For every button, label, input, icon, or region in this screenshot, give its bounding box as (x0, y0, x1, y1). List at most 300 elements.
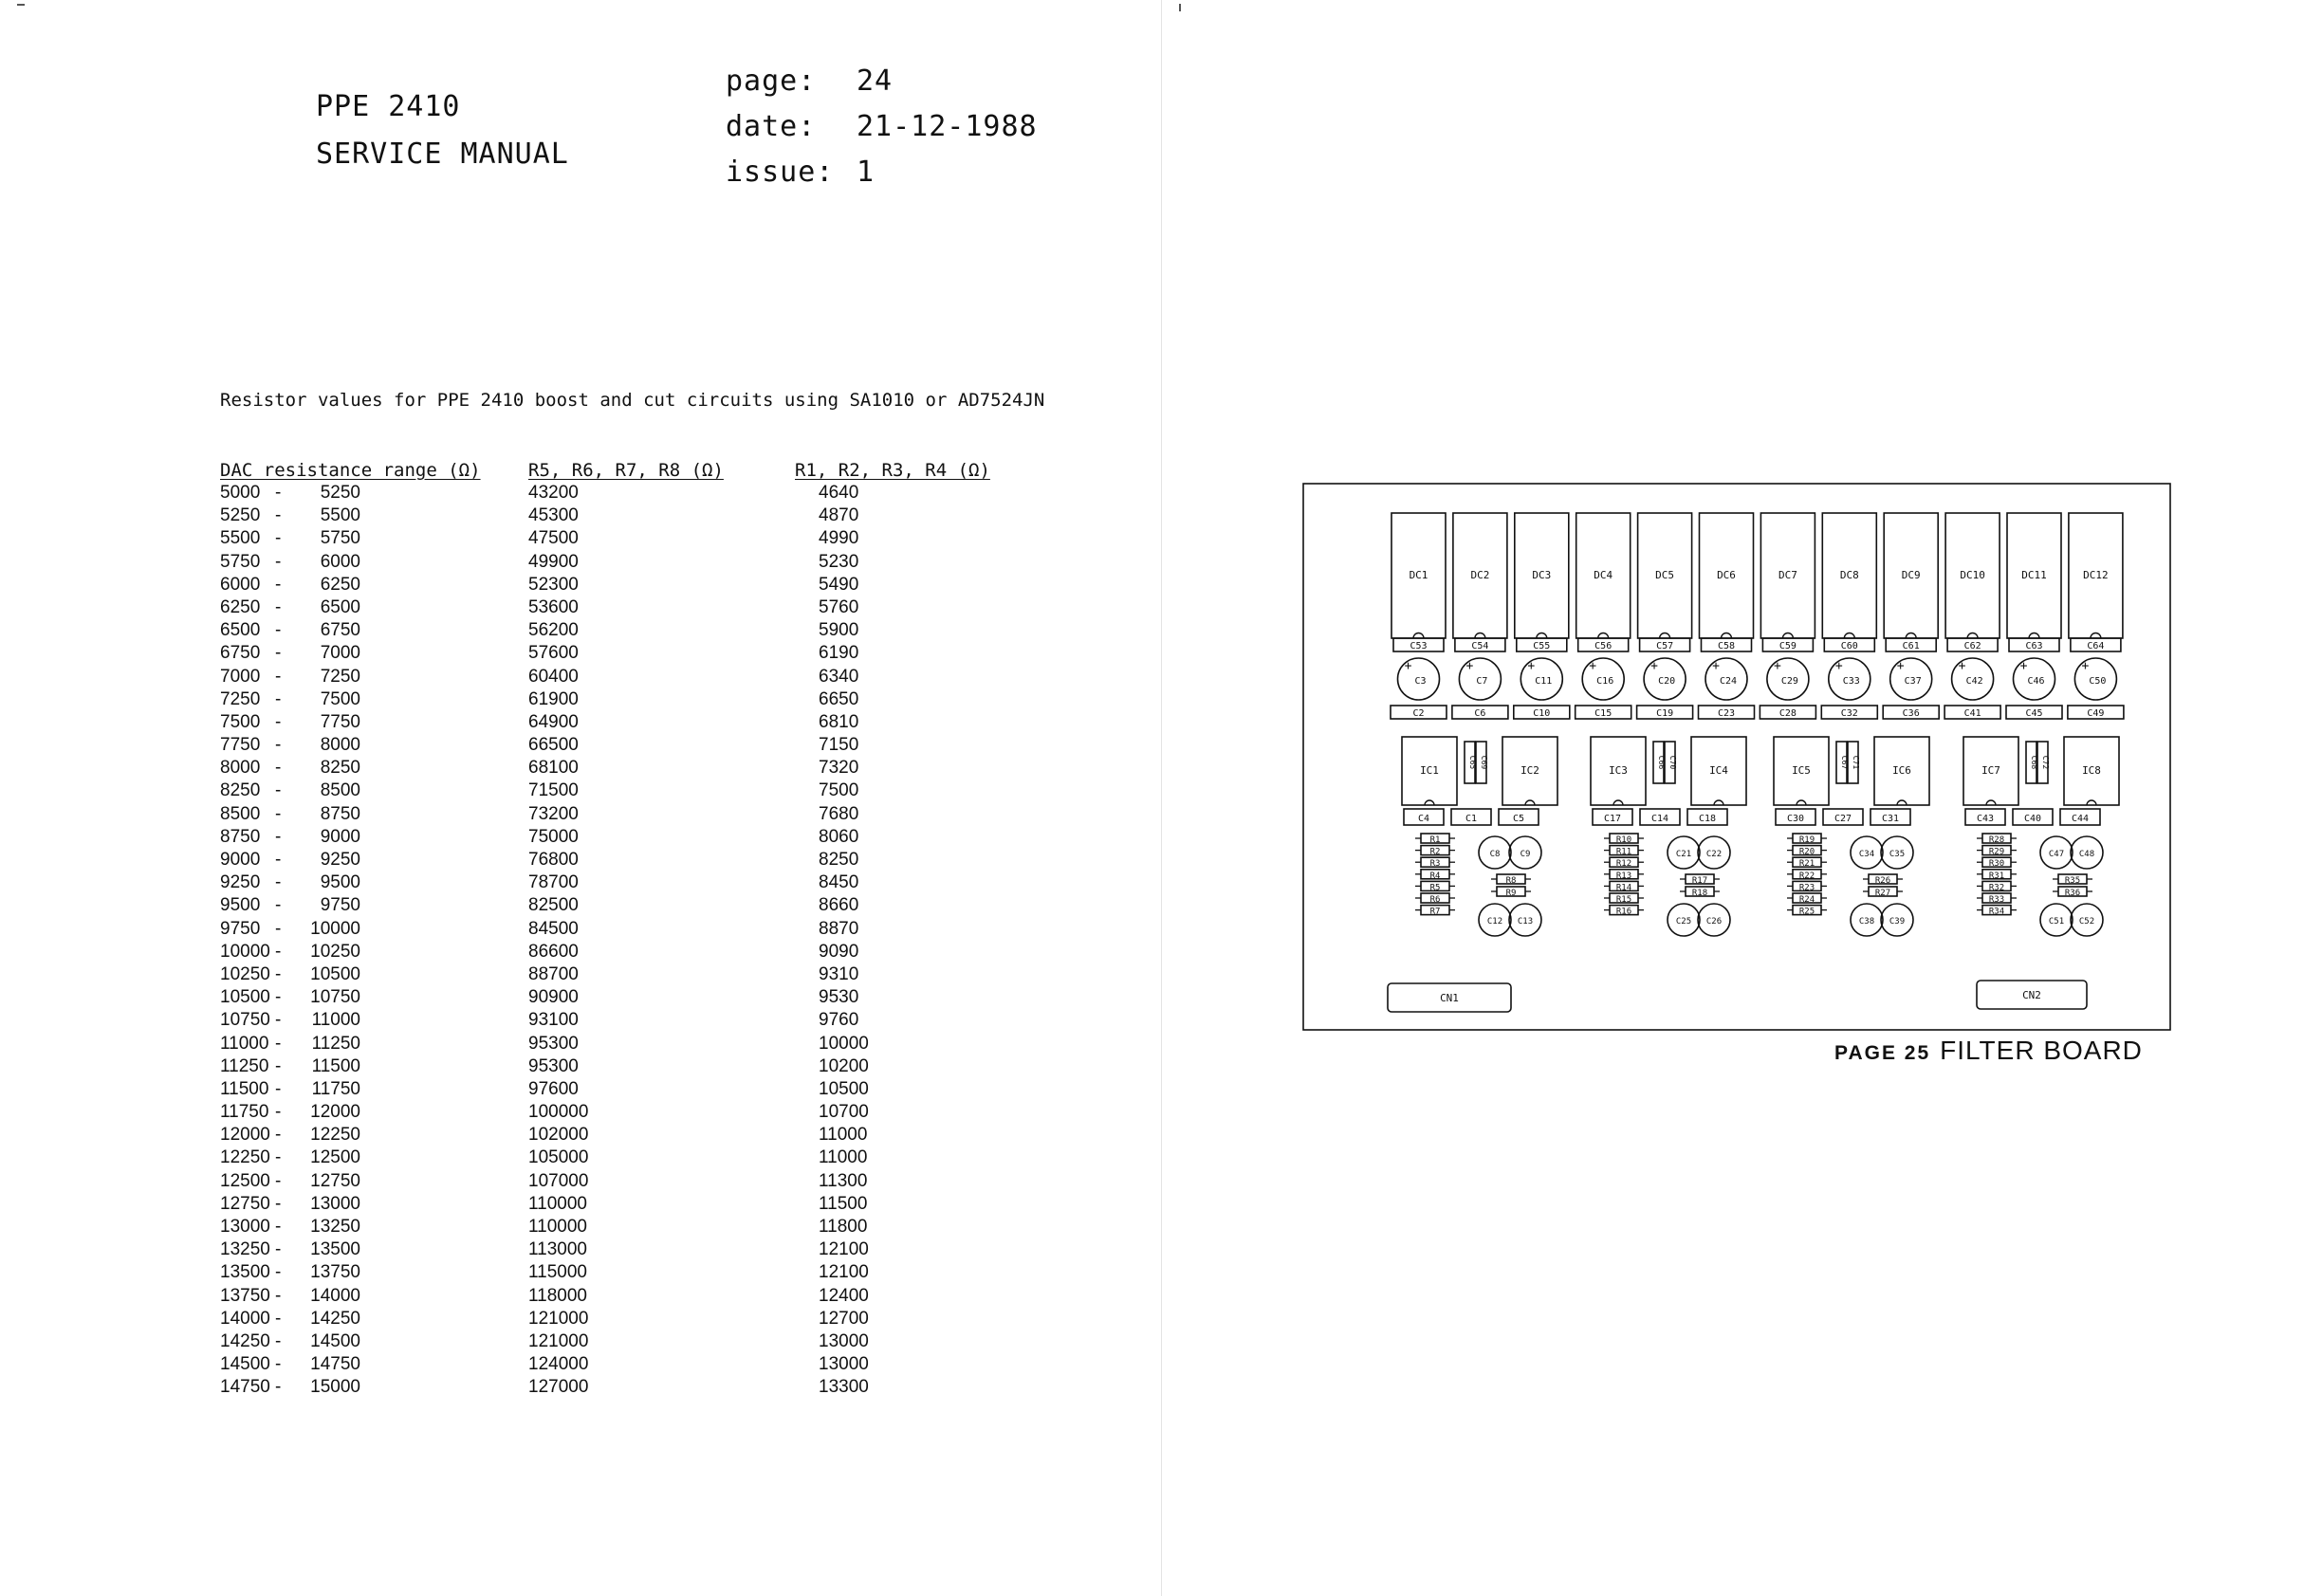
capacitor-label: C3 (1414, 676, 1427, 687)
range-low: 7750 (220, 735, 261, 756)
r5-r8-value: 88700 (528, 963, 579, 984)
range-dash: - (275, 1285, 282, 1306)
range-high: 7000 (320, 643, 360, 664)
column-header-dac-range: DAC resistance range (Ω) (220, 460, 481, 481)
capacitor-label: C12 (1486, 917, 1503, 926)
range-high: 13250 (310, 1217, 360, 1237)
range-high: 11500 (311, 1055, 360, 1076)
r5-r8-value: 97600 (528, 1078, 579, 1099)
r1-r4-value: 11000 (819, 1125, 868, 1146)
range-high: 10250 (310, 941, 360, 962)
r1-r4-value: 9760 (819, 1010, 859, 1031)
range-dash: - (275, 758, 282, 779)
r5-r8-value: 86600 (528, 941, 579, 962)
polarity-plus: + (1650, 659, 1659, 673)
capacitor-label: C36 (1902, 708, 1920, 719)
capacitor-label: C62 (1963, 641, 1981, 651)
capacitor-label: C48 (2078, 850, 2095, 859)
capacitor-label: C51 (2048, 917, 2065, 926)
range-high: 14000 (310, 1285, 360, 1306)
resistor-label: R29 (1988, 847, 2005, 857)
resistor-label: R21 (1798, 859, 1815, 870)
polarity-plus: + (1958, 659, 1966, 673)
resistor-label: R19 (1798, 835, 1815, 845)
r5-r8-value: 52300 (528, 574, 579, 595)
range-dash: - (275, 1078, 282, 1099)
range-low: 12250 (220, 1147, 270, 1168)
r1-r4-value: 9090 (819, 941, 859, 962)
range-high: 8750 (320, 803, 360, 824)
polarity-plus: + (1712, 659, 1720, 673)
range-dash: - (275, 711, 282, 732)
dc-module-notch (2091, 633, 2101, 639)
r5-r8-value: 53600 (528, 596, 579, 617)
capacitor-label: C69 (1480, 755, 1488, 770)
range-high: 9750 (320, 895, 360, 916)
range-dash: - (275, 620, 282, 641)
ic-label: IC7 (1981, 764, 2000, 777)
resistor-label: R18 (1691, 889, 1708, 898)
range-dash: - (275, 735, 282, 756)
resistor-label: R32 (1988, 883, 2005, 893)
capacitor-label: C18 (1698, 814, 1717, 824)
capacitor-label: C53 (1410, 641, 1428, 651)
r1-r4-value: 13300 (819, 1377, 869, 1398)
column-header-r1-r4: R1, R2, R3, R4 (Ω) (795, 460, 990, 481)
capacitor-label: C34 (1858, 850, 1875, 859)
range-dash: - (275, 1330, 282, 1351)
range-dash: - (275, 505, 282, 526)
range-dash: - (275, 1193, 282, 1214)
capacitor-label: C28 (1778, 708, 1797, 719)
resistor-label: R4 (1429, 871, 1441, 881)
range-high: 13000 (310, 1193, 360, 1214)
range-low: 13500 (220, 1262, 270, 1283)
range-dash: - (275, 826, 282, 847)
r5-r8-value: 45300 (528, 505, 579, 526)
r5-r8-value: 95300 (528, 1033, 579, 1054)
board-caption-page: PAGE 25 (1834, 1042, 1931, 1064)
range-low: 8000 (220, 758, 261, 779)
capacitor-label: C58 (1717, 641, 1736, 651)
capacitor-label: C19 (1656, 708, 1674, 719)
range-low: 5500 (220, 528, 261, 549)
board-caption-title: FILTER BOARD (1940, 1036, 2143, 1065)
polarity-plus: + (1527, 659, 1536, 673)
capacitor-label: C59 (1778, 641, 1797, 651)
r1-r4-value: 4640 (819, 483, 859, 503)
range-dash: - (275, 1147, 282, 1168)
r5-r8-value: 49900 (528, 551, 579, 572)
resistor-label: R27 (1874, 889, 1891, 898)
range-low: 12500 (220, 1170, 270, 1191)
resistor-label: R30 (1988, 859, 2005, 870)
range-dash: - (275, 574, 282, 595)
r1-r4-value: 12100 (819, 1262, 869, 1283)
range-high: 14250 (310, 1308, 360, 1329)
range-low: 12000 (220, 1125, 270, 1146)
polarity-plus: + (1896, 659, 1905, 673)
capacitor-label: C29 (1780, 676, 1798, 687)
range-high: 12000 (310, 1102, 360, 1123)
ic-label: IC2 (1520, 764, 1539, 777)
resistor-label: R11 (1615, 847, 1632, 857)
range-low: 8250 (220, 780, 261, 801)
polarity-plus: + (1834, 659, 1843, 673)
range-dash: - (275, 780, 282, 801)
capacitor-label: C10 (1533, 708, 1551, 719)
r5-r8-value: 82500 (528, 895, 579, 916)
r1-r4-value: 13000 (819, 1354, 869, 1375)
r1-r4-value: 10200 (819, 1055, 869, 1076)
range-low: 11250 (220, 1055, 269, 1076)
resistor-label: R3 (1429, 859, 1441, 870)
column-header-r5-r8: R5, R6, R7, R8 (Ω) (528, 460, 724, 481)
resistor-label: R14 (1615, 883, 1632, 893)
r1-r4-value: 6810 (819, 711, 859, 732)
range-low: 10750 (220, 1010, 270, 1031)
capacitor-label: C44 (2071, 814, 2090, 824)
resistor-label: R1 (1429, 835, 1441, 845)
table-intro-text: Resistor values for PPE 2410 boost and cut circuits using SA1010 or AD7524JN (220, 390, 1045, 411)
r5-r8-value: 113000 (528, 1239, 587, 1260)
range-low: 9250 (220, 872, 261, 893)
capacitor-label: C71 (1852, 755, 1860, 770)
capacitor-label: C45 (2025, 708, 2043, 719)
dc-module-label: DC2 (1470, 569, 1490, 581)
resistor-label: R23 (1798, 883, 1815, 893)
range-high: 7500 (320, 688, 360, 709)
capacitor-label: C16 (1596, 676, 1614, 687)
capacitor-label: C43 (1976, 814, 1995, 824)
capacitor-label: C14 (1650, 814, 1669, 824)
capacitor-label: C33 (1842, 676, 1860, 687)
dc-module-label: DC5 (1655, 569, 1675, 581)
r5-r8-value: 90900 (528, 987, 579, 1008)
dc-module-notch (1598, 633, 1609, 639)
r1-r4-value: 5490 (819, 574, 859, 595)
resistor-label: R26 (1874, 876, 1891, 886)
r5-r8-value: 57600 (528, 643, 579, 664)
r1-r4-value: 4990 (819, 528, 859, 549)
capacitor-label: C7 (1476, 676, 1488, 687)
resistor-label: R34 (1988, 907, 2005, 917)
range-low: 5250 (220, 505, 261, 526)
capacitor-label: C60 (1840, 641, 1858, 651)
resistor-label: R7 (1429, 907, 1441, 917)
capacitor-label: C2 (1412, 708, 1425, 719)
range-low: 14000 (220, 1308, 270, 1329)
capacitor-label: C20 (1658, 676, 1676, 687)
r5-r8-value: 47500 (528, 528, 579, 549)
range-dash: - (275, 1308, 282, 1329)
capacitor-label: C70 (1668, 755, 1677, 770)
r1-r4-value: 7680 (819, 803, 859, 824)
resistor-label: R24 (1798, 895, 1815, 905)
capacitor-label: C68 (2030, 755, 2038, 770)
r5-r8-value: 115000 (528, 1262, 587, 1283)
r1-r4-value: 12400 (819, 1285, 869, 1306)
range-low: 14750 (220, 1377, 270, 1398)
range-dash: - (275, 1262, 282, 1283)
r1-r4-value: 9310 (819, 963, 859, 984)
capacitor-label: C1 (1465, 814, 1478, 824)
dc-module-label: DC4 (1594, 569, 1613, 581)
r5-r8-value: 102000 (528, 1125, 589, 1146)
connector-label: CN1 (1440, 992, 1459, 1004)
range-dash: - (275, 803, 282, 824)
r5-r8-value: 121000 (528, 1330, 589, 1351)
resistor-label: R22 (1798, 871, 1815, 881)
capacitor-label: C15 (1594, 708, 1612, 719)
resistor-label: R13 (1615, 871, 1632, 881)
capacitor-label: C38 (1858, 917, 1875, 926)
resistor-label: R2 (1429, 847, 1441, 857)
r5-r8-value: 118000 (528, 1285, 587, 1306)
ic-label: IC3 (1609, 764, 1628, 777)
range-high: 8000 (320, 735, 360, 756)
capacitor-label: C63 (2025, 641, 2043, 651)
capacitor-label: C5 (1512, 814, 1525, 824)
range-high: 6250 (320, 574, 360, 595)
resistor-label: R16 (1615, 907, 1632, 917)
resistor-label: R17 (1691, 876, 1708, 886)
r1-r4-value: 8450 (819, 872, 859, 893)
capacitor-label: C65 (1468, 755, 1477, 770)
r5-r8-value: 107000 (528, 1170, 589, 1191)
ic-label: IC1 (1420, 764, 1439, 777)
capacitor-label: C11 (1535, 676, 1553, 687)
capacitor-label: C57 (1656, 641, 1674, 651)
dc-module-notch (1537, 633, 1547, 639)
range-dash: - (275, 941, 282, 962)
capacitor-label: C42 (1965, 676, 1983, 687)
range-high: 6000 (320, 551, 360, 572)
range-low: 14250 (220, 1330, 270, 1351)
range-dash: - (275, 688, 282, 709)
r1-r4-value: 11300 (819, 1170, 868, 1191)
range-low: 6500 (220, 620, 261, 641)
capacitor-label: C49 (2087, 708, 2105, 719)
capacitor-label: C56 (1594, 641, 1612, 651)
capacitor-label: C4 (1417, 814, 1430, 824)
range-low: 6750 (220, 643, 261, 664)
range-low: 11000 (220, 1033, 269, 1054)
range-dash: - (275, 850, 282, 870)
r5-r8-value: 68100 (528, 758, 579, 779)
range-low: 7000 (220, 666, 261, 687)
range-high: 12500 (310, 1147, 360, 1168)
r1-r4-value: 8250 (819, 850, 859, 870)
r1-r4-value: 12100 (819, 1239, 869, 1260)
dc-module-label: DC9 (1901, 569, 1921, 581)
capacitor-label: C54 (1471, 641, 1489, 651)
range-high: 15000 (310, 1377, 360, 1398)
dc-module-notch (1967, 633, 1978, 639)
range-low: 5750 (220, 551, 261, 572)
resistor-label: R28 (1988, 835, 2005, 845)
capacitor-label: C55 (1533, 641, 1551, 651)
range-high: 12750 (310, 1170, 360, 1191)
range-high: 5500 (320, 505, 360, 526)
range-dash: - (275, 1217, 282, 1237)
dc-module-notch (1475, 633, 1485, 639)
range-low: 10000 (220, 941, 270, 962)
range-low: 9750 (220, 918, 261, 939)
range-high: 6500 (320, 596, 360, 617)
dc-module-label: DC7 (1778, 569, 1797, 581)
range-dash: - (275, 1377, 282, 1398)
capacitor-label: C52 (2078, 917, 2095, 926)
capacitor-label: C50 (2089, 676, 2107, 687)
board-outline (1303, 484, 2170, 1030)
capacitor-label: C47 (2048, 850, 2065, 859)
ic-label: IC6 (1892, 764, 1911, 777)
r5-r8-value: 60400 (528, 666, 579, 687)
polarity-plus: + (1465, 659, 1474, 673)
r1-r4-value: 7320 (819, 758, 859, 779)
resistor-label: R20 (1798, 847, 1815, 857)
r5-r8-value: 110000 (528, 1217, 587, 1237)
manual-name: SERVICE MANUAL (316, 138, 569, 171)
range-high: 10500 (310, 963, 360, 984)
r5-r8-value: 71500 (528, 780, 579, 801)
r1-r4-value: 5760 (819, 596, 859, 617)
capacitor-label: C27 (1834, 814, 1852, 824)
range-high: 14750 (310, 1354, 360, 1375)
capacitor-label: C64 (2087, 641, 2105, 651)
resistor-label: R35 (2064, 876, 2081, 886)
r5-r8-value: 100000 (528, 1102, 589, 1123)
r5-r8-value: 73200 (528, 803, 579, 824)
range-dash: - (275, 872, 282, 893)
range-low: 6000 (220, 574, 261, 595)
r1-r4-value: 11800 (819, 1217, 868, 1237)
resistor-label: R12 (1615, 859, 1632, 870)
resistor-label: R9 (1505, 889, 1517, 898)
capacitor-label: C6 (1474, 708, 1486, 719)
dc-module-label: DC8 (1839, 569, 1859, 581)
capacitor-label: C67 (1840, 755, 1849, 770)
range-high: 8500 (320, 780, 360, 801)
r1-r4-value: 5900 (819, 620, 859, 641)
range-dash: - (275, 1125, 282, 1146)
dc-module-notch (1844, 633, 1854, 639)
capacitor-label: C37 (1904, 676, 1922, 687)
range-high: 7750 (320, 711, 360, 732)
r5-r8-value: 124000 (528, 1354, 589, 1375)
range-low: 8500 (220, 803, 261, 824)
range-dash: - (275, 1033, 282, 1054)
range-low: 13750 (220, 1285, 270, 1306)
range-high: 6750 (320, 620, 360, 641)
range-high: 8250 (320, 758, 360, 779)
range-high: 10750 (310, 987, 360, 1008)
r1-r4-value: 11000 (819, 1147, 868, 1168)
range-low: 13250 (220, 1239, 270, 1260)
capacitor-label: C40 (2023, 814, 2042, 824)
capacitor-label: C21 (1675, 850, 1692, 859)
range-high: 5750 (320, 528, 360, 549)
r5-r8-value: 105000 (528, 1147, 589, 1168)
issue-label: issue: (726, 156, 835, 189)
range-low: 14500 (220, 1354, 270, 1375)
capacitor-label: C61 (1902, 641, 1920, 651)
r1-r4-value: 8060 (819, 826, 859, 847)
resistor-label: R5 (1429, 883, 1441, 893)
resistor-label: R36 (2064, 889, 2081, 898)
capacitor-label: C22 (1705, 850, 1723, 859)
range-dash: - (275, 895, 282, 916)
dc-module-notch (1782, 633, 1793, 639)
capacitor-label: C66 (1657, 755, 1666, 770)
r5-r8-value: 56200 (528, 620, 579, 641)
range-high: 10000 (310, 918, 360, 939)
range-dash: - (275, 483, 282, 503)
range-high: 7250 (320, 666, 360, 687)
issue-value: 1 (857, 156, 875, 189)
dc-module-notch (1722, 633, 1732, 639)
range-dash: - (275, 1102, 282, 1123)
date-label: date: (726, 110, 817, 143)
range-dash: - (275, 1239, 282, 1260)
range-high: 9250 (320, 850, 360, 870)
dc-module-notch (1413, 633, 1424, 639)
capacitor-label: C32 (1840, 708, 1858, 719)
dc-module-label: DC1 (1409, 569, 1428, 581)
dc-module-notch (1660, 633, 1670, 639)
capacitor-label: C30 (1786, 814, 1805, 824)
r5-r8-value: 75000 (528, 826, 579, 847)
resistor-label: R33 (1988, 895, 2005, 905)
capacitor-label: C25 (1675, 917, 1692, 926)
r5-r8-value: 43200 (528, 483, 579, 503)
r1-r4-value: 7150 (819, 735, 859, 756)
r1-r4-value: 8870 (819, 918, 859, 939)
range-low: 10250 (220, 963, 270, 984)
range-low: 8750 (220, 826, 261, 847)
range-low: 9500 (220, 895, 261, 916)
r5-r8-value: 93100 (528, 1010, 579, 1031)
r1-r4-value: 10500 (819, 1078, 869, 1099)
r5-r8-value: 95300 (528, 1055, 579, 1076)
page-number: 24 (857, 64, 894, 98)
page-label: page: (726, 64, 817, 98)
r5-r8-value: 76800 (528, 850, 579, 870)
date-value: 21-12-1988 (857, 110, 1038, 143)
dc-module-label: DC6 (1717, 569, 1736, 581)
r5-r8-value: 61900 (528, 688, 579, 709)
range-high: 12250 (310, 1125, 360, 1146)
r5-r8-value: 78700 (528, 872, 579, 893)
resistor-label: R15 (1615, 895, 1632, 905)
resistor-label: R31 (1988, 871, 2005, 881)
capacitor-label: C46 (2027, 676, 2045, 687)
range-dash: - (275, 596, 282, 617)
range-low: 10500 (220, 987, 270, 1008)
r1-r4-value: 6340 (819, 666, 859, 687)
r1-r4-value: 9530 (819, 987, 859, 1008)
range-dash: - (275, 643, 282, 664)
r5-r8-value: 66500 (528, 735, 579, 756)
capacitor-label: C26 (1705, 917, 1723, 926)
range-dash: - (275, 551, 282, 572)
ic-label: IC8 (2082, 764, 2101, 777)
r1-r4-value: 6650 (819, 688, 859, 709)
connector-label: CN2 (2022, 989, 2041, 1001)
r5-r8-value: 84500 (528, 918, 579, 939)
capacitor-label: C41 (1963, 708, 1981, 719)
